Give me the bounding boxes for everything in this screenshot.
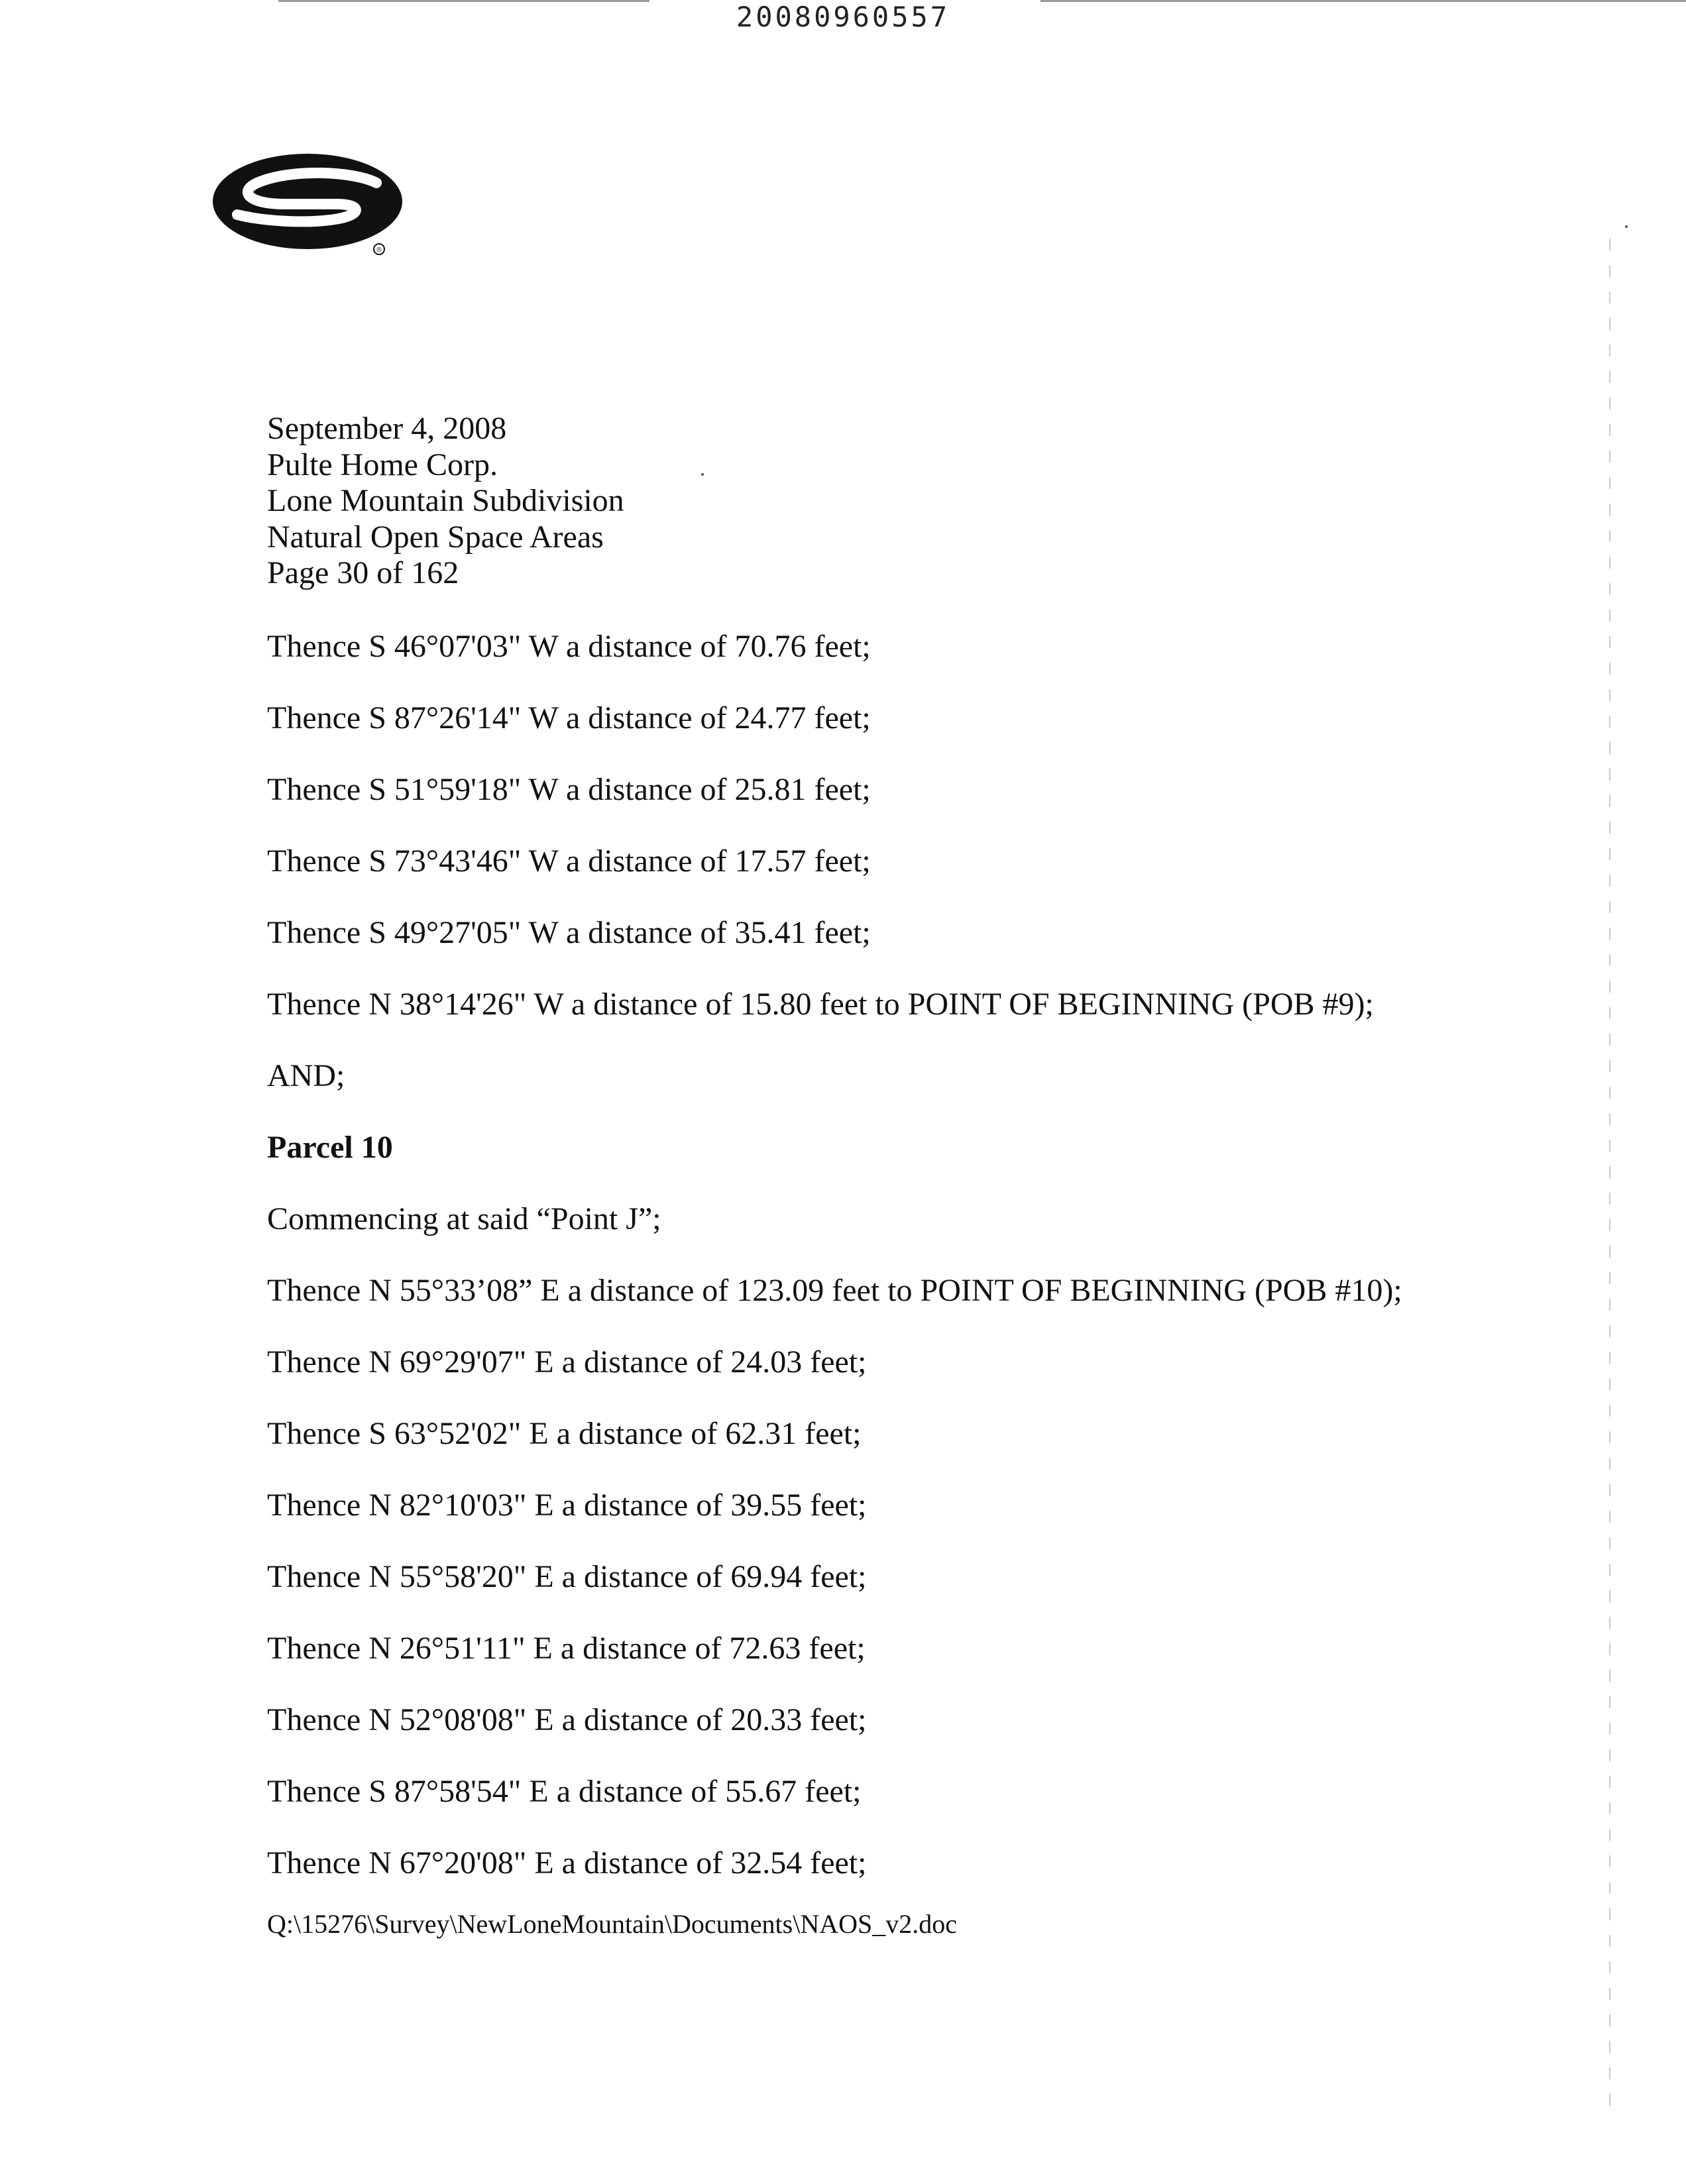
course-line-pob-9: Thence N 38°14'26" W a distance of 15.80 feet to POINT OF BEGINNING (POB #9); xyxy=(267,987,1374,1022)
header-page-number: Page 30 of 162 xyxy=(267,555,459,590)
course-line: Thence S 87°58'54" E a distance of 55.67 feet; xyxy=(267,1774,862,1809)
document-number: 20080960557 xyxy=(736,1,950,33)
course-line: Thence S 63°52'02" E a distance of 62.31 feet; xyxy=(267,1416,862,1451)
course-line: Thence N 52°08'08" E a distance of 20.33 feet; xyxy=(267,1702,867,1737)
header-subject: Natural Open Space Areas xyxy=(267,519,604,555)
course-line: Thence N 69°29'07" E a distance of 24.03 feet; xyxy=(267,1344,867,1380)
course-line: Thence N 67°20'08" E a distance of 32.54 feet; xyxy=(267,1845,867,1881)
course-line: Thence S 49°27'05" W a distance of 35.41 feet; xyxy=(267,915,871,950)
course-line: Thence N 26°51'11" E a distance of 72.63 feet; xyxy=(267,1631,866,1666)
course-line: Thence S 87°26'14" W a distance of 24.77 feet; xyxy=(267,700,871,736)
course-line: Thence N 82°10'03" E a distance of 39.55 feet; xyxy=(267,1488,867,1523)
footer-file-path: Q:\15276\Survey\NewLoneMountain\Documents\NAOS_v2.doc xyxy=(267,1909,957,1939)
scan-speck xyxy=(1625,225,1628,228)
company-logo xyxy=(211,148,410,261)
header-subdivision: Lone Mountain Subdivision xyxy=(267,483,624,518)
scan-edge-right xyxy=(1609,239,1610,2120)
registered-mark: ® xyxy=(376,246,382,254)
course-line: Thence S 51°59'18" W a distance of 25.81 feet; xyxy=(267,772,871,807)
commencing-line: Commencing at said “Point J”; xyxy=(267,1201,661,1236)
conjunction-and: AND; xyxy=(267,1058,345,1093)
course-line-pob-10: Thence N 55°33’08” E a distance of 123.09 feet to POINT OF BEGINNING (POB #10); xyxy=(267,1273,1402,1308)
course-line: Thence S 46°07'03" W a distance of 70.76 feet; xyxy=(267,629,871,664)
header-company: Pulte Home Corp. xyxy=(267,447,498,482)
course-line: Thence N 55°58'20" E a distance of 69.94 feet; xyxy=(267,1559,867,1594)
parcel-heading: Parcel 10 xyxy=(267,1130,393,1165)
letter-header xyxy=(267,411,1526,592)
course-line: Thence S 73°43'46" W a distance of 17.57 feet; xyxy=(267,844,871,879)
header-date: September 4, 2008 xyxy=(267,411,507,446)
scan-speck xyxy=(701,473,704,476)
